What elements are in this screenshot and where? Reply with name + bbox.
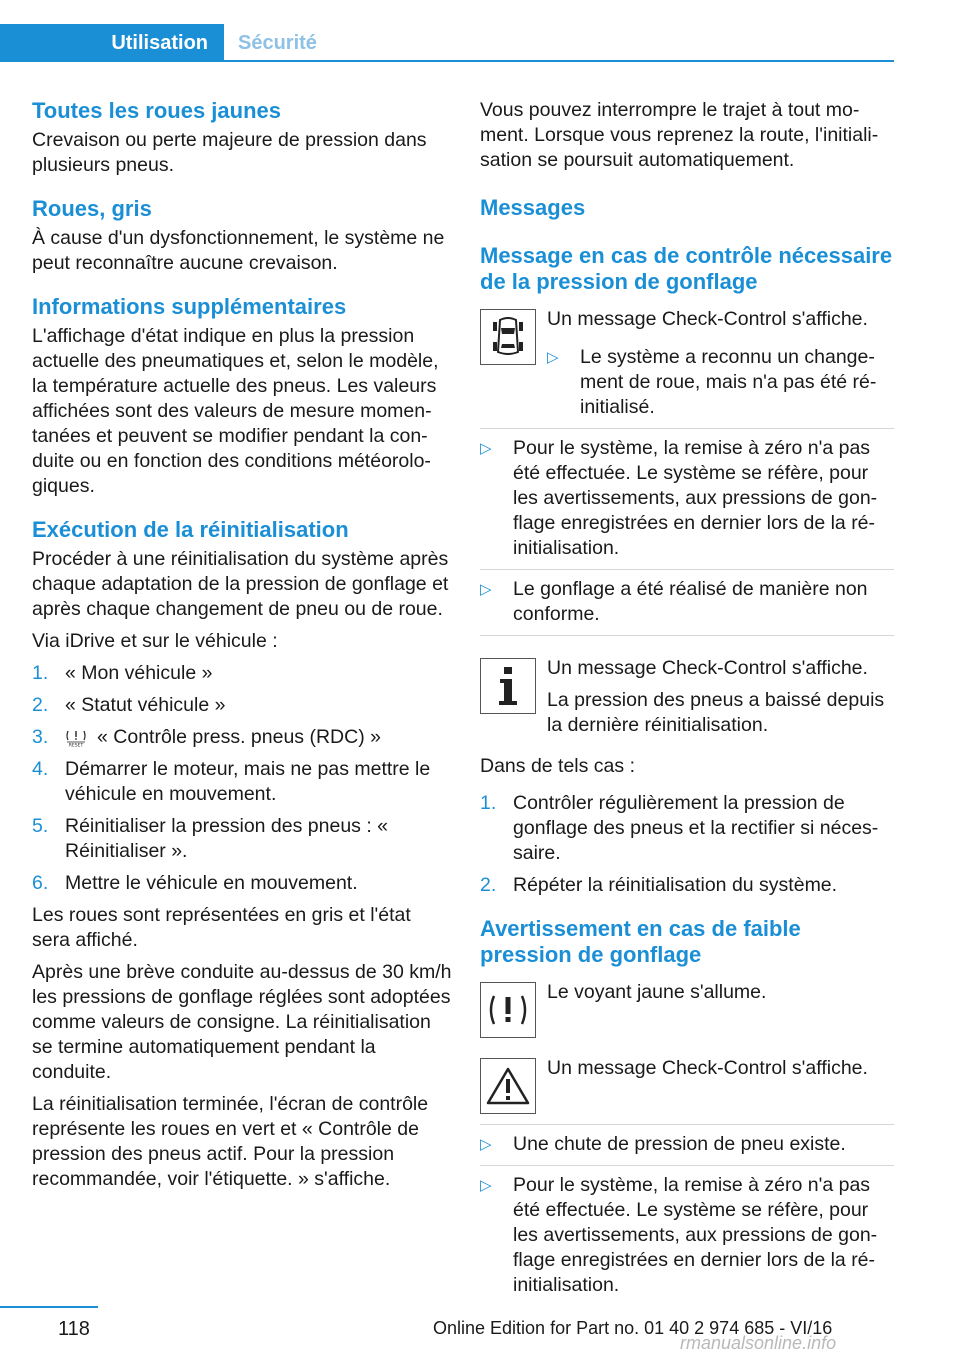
triangle-bullet-icon: ▷	[480, 581, 492, 598]
message-text: Un message Check-Control s'affiche.	[547, 308, 868, 330]
step-list	[480, 791, 894, 898]
step-list	[32, 661, 452, 896]
list-item: ▷ Pour le système, la remise à zéro n'a pas été effectuée. Le système se réfère, pour les avertissements, aux pressions de gon‐ flage enregistrées en dernier lors de la ré‐ initialisation.	[480, 429, 894, 570]
list-item	[32, 757, 452, 807]
message-block	[480, 307, 894, 424]
tab-securite[interactable]: Sécurité	[238, 32, 317, 54]
list-item: ▷ Le gonflage a été réalisé de manière non conforme.	[480, 570, 894, 636]
warning-triangle-icon	[480, 1058, 536, 1114]
step-text: Mettre le véhicule en mouvement.	[65, 872, 358, 894]
left-column	[32, 98, 452, 1192]
step-number: 3.	[32, 726, 49, 748]
list-item	[32, 725, 452, 750]
message-block	[480, 656, 894, 738]
step-number: 4.	[32, 758, 49, 780]
heading-informations: Informations supplémentaires	[32, 294, 347, 319]
info-icon	[480, 658, 536, 714]
triangle-bullet-icon: ▷	[480, 440, 492, 457]
page-number: 118	[58, 1318, 90, 1340]
list-item: ▷ Pour le système, la remise à zéro n'a pas été effectuée. Le système se réfère, pour les avertissements, aux pressions de gon‐ flage enregistrées en dernier lors de la ré‐ initialisation.	[480, 1174, 878, 1296]
step-text: « Contrôle press. pneus (RDC) »	[97, 726, 381, 748]
bullet-list	[480, 1124, 894, 1306]
paragraph: Crevaison ou perte majeure de pression dans plusieurs pneus.	[32, 129, 427, 176]
tab-divider	[224, 60, 894, 62]
bullet-list	[480, 428, 894, 636]
list-item: ▷ Une chute de pression de pneu existe.	[480, 1125, 894, 1166]
step-text: Répéter la réinitialisation du système.	[513, 874, 838, 896]
message-text: Un message Check-Control s'affiche.	[547, 657, 868, 679]
paragraph: L'affichage d'état indique en plus la pression actuelle des pneumatiques et, selon le modèle, la température actuelle des pneus. Les valeurs affichées sont des valeurs de mesure momen‐ tanées et peuvent se modifier pendant la con‐ duite ou en fonction des conditions météorolo‐ giques.	[32, 325, 439, 497]
heading-roues-gris: Roues, gris	[32, 196, 152, 221]
list-item	[32, 814, 452, 864]
paragraph: À cause d'un dysfonctionnement, le système ne peut reconnaître aucune crevaison.	[32, 227, 445, 274]
list-item	[480, 873, 894, 898]
list-item	[480, 791, 894, 866]
heading-messages: Messages	[480, 195, 586, 220]
list-item	[32, 871, 452, 896]
list-item: ▷ Le système a reconnu un change‐ ment de roue, mais n'a pas été ré‐ initialisé.	[547, 346, 877, 418]
heading-message-controle: Message en cas de contrôle nécessaire de la pression de gonflage	[480, 243, 893, 294]
header-tabbar	[0, 24, 894, 62]
step-text: Contrôler régulièrement la pression de gonflage des pneus et la rectifier si néces‐ saire.	[513, 792, 879, 864]
triangle-bullet-icon: ▷	[480, 1177, 492, 1194]
heading-avertissement: Avertissement en cas de faible pression de gonflage	[480, 916, 801, 967]
triangle-bullet-icon: ▷	[480, 1136, 492, 1153]
paragraph: Les roues sont représentées en gris et l'état sera affiché.	[32, 904, 411, 951]
svg-text:RESET: RESET	[68, 743, 84, 747]
nested-bullet-list	[547, 338, 894, 424]
step-number: 2.	[32, 694, 49, 716]
tire-pressure-warning-icon	[480, 982, 536, 1038]
step-text: Réinitialiser la pression des pneus : « Réinitialiser ».	[65, 815, 389, 862]
list-item	[32, 693, 452, 718]
paragraph: Après une brève conduite au-dessus de 30 km/h les pressions de gonflage réglées sont adoptées comme valeurs de consigne. La réinitialisation se termine automatiquement pendant la conduite.	[32, 961, 452, 1083]
message-text: Un message Check-Control s'affiche.	[547, 1057, 868, 1079]
paragraph: Procéder à une réinitialisation du système après chaque adaptation de la pression de gonflage et après chaque changement de pneu ou de roue.	[32, 548, 449, 620]
tab-utilisation[interactable]: Utilisation	[0, 24, 224, 62]
heading-reinitialisation: Exécution de la réinitialisation	[32, 517, 349, 542]
list-item	[32, 661, 452, 686]
triangle-bullet-icon: ▷	[547, 349, 559, 366]
paragraph: Vous pouvez interrompre le trajet à tout mo‐ ment. Lorsque vous reprenez la route, l'initiali‐ sation se poursuit automatiquement.	[480, 99, 879, 171]
step-number: 5.	[32, 815, 49, 837]
tire-reset-icon	[65, 729, 87, 747]
message-text: La pression des pneus a baissé depuis la dernière réinitialisation.	[547, 689, 885, 736]
step-text: « Statut véhicule »	[65, 694, 226, 716]
step-number: 6.	[32, 872, 49, 894]
step-text: Démarrer le moteur, mais ne pas mettre le véhicule en mouvement.	[65, 758, 431, 805]
paragraph: La réinitialisation terminée, l'écran de contrôle représente les roues en vert et « Contrôle de pression des pneus actif. Pour la pression recommandée, voir l'étiquette. » s'affiche.	[32, 1093, 429, 1190]
edition-text: Online Edition for Part no. 01 40 2 974 685 - VI/16	[433, 1318, 833, 1338]
footer-divider	[0, 1306, 98, 1308]
message-block	[480, 980, 894, 1038]
heading-toutes-roues-jaunes: Toutes les roues jaunes	[32, 98, 282, 123]
step-text: « Mon véhicule »	[65, 662, 213, 684]
right-column	[480, 98, 894, 1306]
watermark: rmanualsonline.info	[680, 1333, 837, 1353]
paragraph: Via iDrive et sur le véhicule :	[32, 630, 278, 652]
message-block	[480, 1056, 894, 1114]
step-number: 1.	[480, 792, 497, 814]
step-number: 2.	[480, 874, 497, 896]
paragraph: Dans de tels cas :	[480, 755, 635, 777]
message-text: Le voyant jaune s'allume.	[547, 981, 767, 1003]
step-number: 1.	[32, 662, 49, 684]
car-tires-icon	[480, 309, 536, 365]
